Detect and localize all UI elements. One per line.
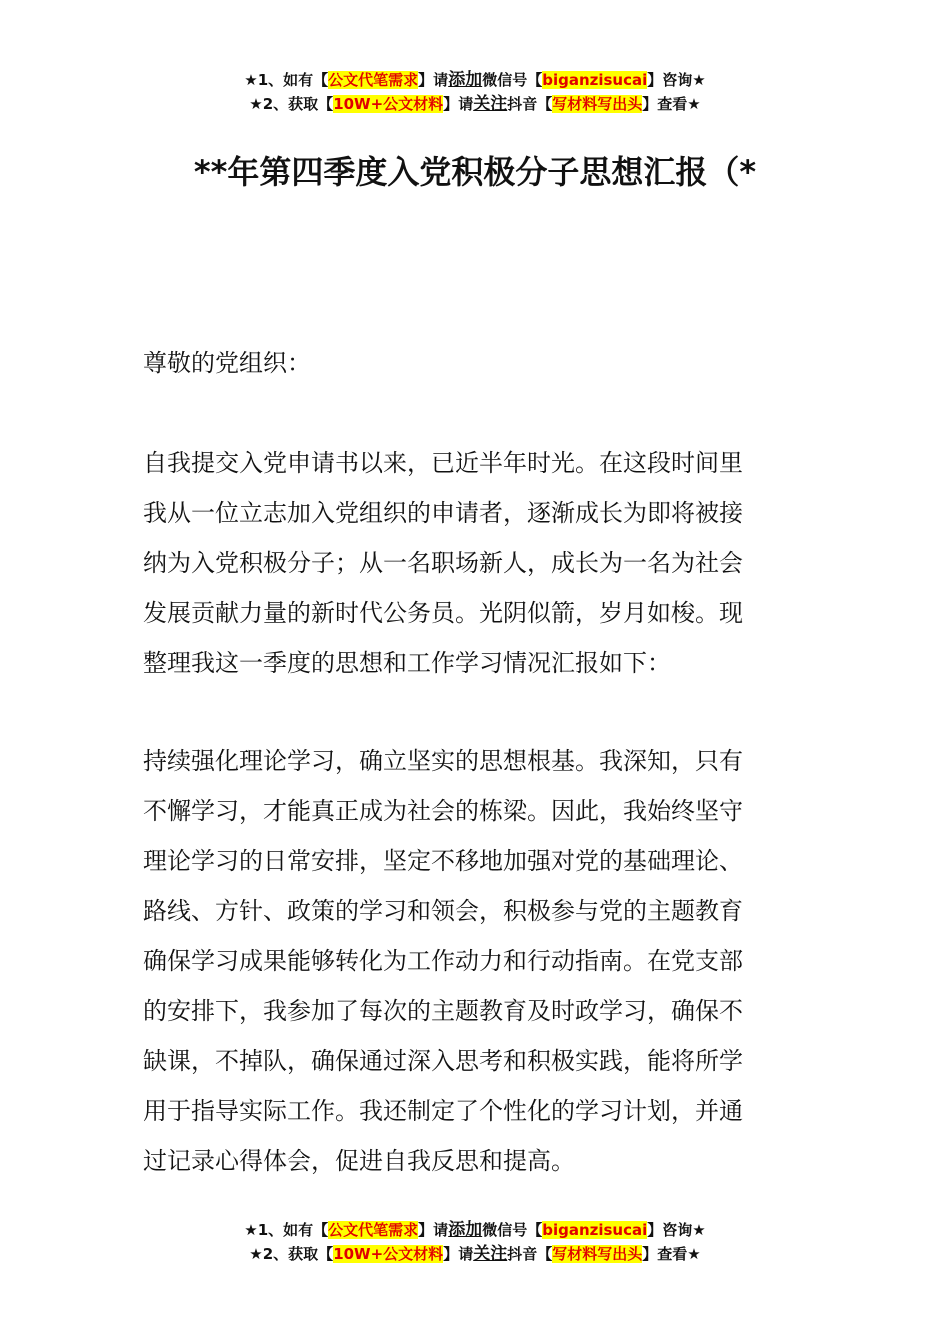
banner-text: 】请 — [418, 71, 449, 89]
paragraph-1 — [143, 438, 811, 688]
banner-line-1 — [0, 68, 950, 92]
banner-line-2 — [0, 1242, 950, 1266]
banner-highlight-douyin-id: 写材料写出头 — [552, 95, 643, 113]
banner-text: 微信号【 — [482, 1221, 543, 1239]
banner-text: 抖音【 — [507, 95, 553, 113]
paragraph-line: 理论学习的日常安排，坚定不移地加强对党的基础理论、 — [143, 847, 743, 875]
banner-text: 】查看★ — [642, 1245, 701, 1263]
banner-highlight-materials: 10W+公文材料 — [333, 95, 444, 113]
paragraph-line: 自我提交入党申请书以来，已近半年时光。在这段时间里 — [143, 449, 743, 477]
banner-text: ★1、如有【 — [244, 1221, 329, 1239]
banner-underline-add: 添加 — [448, 70, 483, 90]
banner-highlight-wechat-id: biganzisucai — [542, 1221, 648, 1239]
banner-text: 抖音【 — [507, 1245, 553, 1263]
document-title: **年第四季度入党积极分子思想汇报（* — [193, 153, 757, 191]
paragraph-line: 发展贡献力量的新时代公务员。光阴似箭，岁月如梭。现 — [143, 599, 743, 627]
banner-underline-add: 添加 — [448, 1220, 483, 1240]
banner-text: 】请 — [443, 95, 474, 113]
banner-underline-follow: 关注 — [473, 1244, 508, 1264]
banner-line-2 — [0, 92, 950, 116]
paragraph-line: 的安排下，我参加了每次的主题教育及时政学习，确保不 — [143, 997, 743, 1025]
banner-text: 】请 — [418, 1221, 449, 1239]
banner-text: 】请 — [443, 1245, 474, 1263]
paragraph-line: 路线、方针、政策的学习和领会，积极参与党的主题教育 — [143, 897, 743, 925]
bottom-banner — [0, 1218, 950, 1266]
banner-text: 】查看★ — [642, 95, 701, 113]
banner-underline-follow: 关注 — [473, 94, 508, 114]
banner-text: ★2、获取【 — [249, 1245, 334, 1263]
paragraph-line: 持续强化理论学习，确立坚实的思想根基。我深知，只有 — [143, 747, 743, 775]
paragraph-line: 我从一位立志加入党组织的申请者，逐渐成长为即将被接 — [143, 499, 743, 527]
paragraph-2 — [143, 736, 811, 1186]
paragraph-line: 整理我这一季度的思想和工作学习情况汇报如下： — [143, 649, 671, 677]
banner-text: 】咨询★ — [647, 71, 706, 89]
paragraph-line: 过记录心得体会，促进自我反思和提高。 — [143, 1147, 575, 1175]
greeting: 尊敬的党组织： — [143, 349, 311, 377]
banner-highlight-service: 公文代笔需求 — [328, 1221, 419, 1239]
banner-highlight-wechat-id: biganzisucai — [542, 71, 648, 89]
paragraph-line: 不懈学习，才能真正成为社会的栋梁。因此，我始终坚守 — [143, 797, 743, 825]
banner-text: ★2、获取【 — [249, 95, 334, 113]
banner-text: 微信号【 — [482, 71, 543, 89]
banner-highlight-materials: 10W+公文材料 — [333, 1245, 444, 1263]
banner-line-1 — [0, 1218, 950, 1242]
paragraph-line: 用于指导实际工作。我还制定了个性化的学习计划，并通 — [143, 1097, 743, 1125]
paragraph-line: 确保学习成果能够转化为工作动力和行动指南。在党支部 — [143, 947, 743, 975]
banner-text: ★1、如有【 — [244, 71, 329, 89]
top-banner — [0, 68, 950, 116]
banner-text: 】咨询★ — [647, 1221, 706, 1239]
paragraph-line: 缺课，不掉队，确保通过深入思考和积极实践，能将所学 — [143, 1047, 743, 1075]
banner-highlight-douyin-id: 写材料写出头 — [552, 1245, 643, 1263]
banner-highlight-service: 公文代笔需求 — [328, 71, 419, 89]
paragraph-line: 纳为入党积极分子；从一名职场新人，成长为一名为社会 — [143, 549, 743, 577]
